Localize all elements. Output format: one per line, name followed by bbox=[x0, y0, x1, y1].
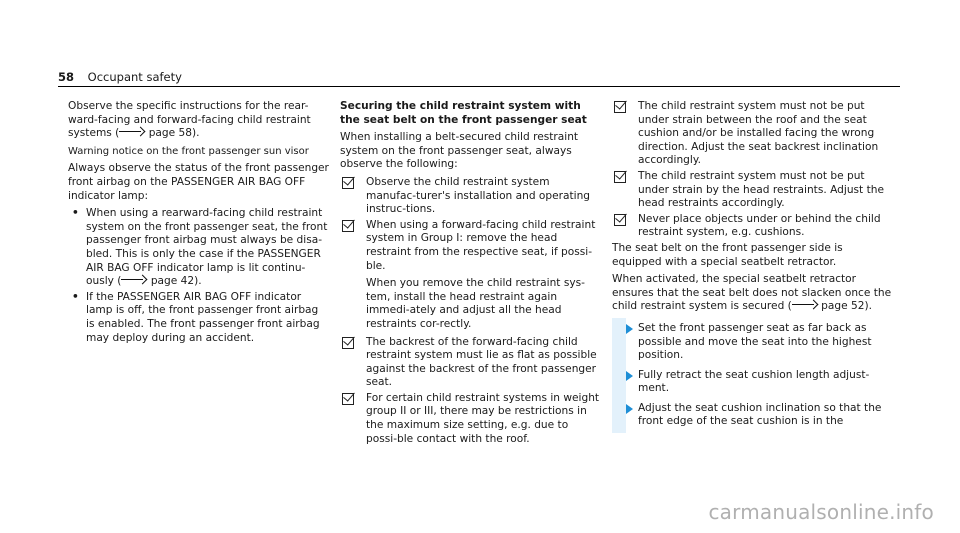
page-reference-link[interactable]: page 42). bbox=[150, 275, 202, 288]
checklist-item bbox=[340, 176, 602, 217]
checklist-item bbox=[612, 170, 892, 211]
observe-paragraph: Always observe the status of the front passenger front airbag on the PASSENGER AIR BAG OFF indicator lamp: bbox=[68, 162, 329, 202]
checkbox-icon bbox=[614, 171, 626, 183]
header-divider bbox=[58, 86, 900, 87]
section-heading: Securing the child restraint system with the seat belt on the front passenger seat bbox=[340, 100, 587, 126]
intro-text: Observe the specific instructions for the rear-ward-facing and forward-facing child restraint systems ( bbox=[68, 100, 311, 140]
checkbox-icon bbox=[342, 393, 354, 405]
checklist-text: The child restraint system must not be put under strain between the roof and the seat cushion and/or be installed facing the wrong direction. Adjust the seat backrest inclination accordingly. bbox=[638, 100, 879, 167]
checkbox-icon bbox=[614, 214, 626, 226]
checklist-item bbox=[612, 100, 892, 168]
checklist-item bbox=[612, 213, 892, 240]
step-text: Fully retract the seat cushion length adjust-ment. bbox=[638, 368, 870, 395]
step-bar bbox=[612, 398, 626, 433]
checklist-text: When using a forward-facing child restraint system in Group I: remove the head restraint from the respective seat, if possi-ble. bbox=[366, 218, 596, 272]
page-reference-link[interactable]: page 52). bbox=[821, 300, 872, 313]
checklist-text: The child restraint system must not be put under strain by the head restraints. Adjust the head restraints accordingly. bbox=[638, 169, 884, 210]
page-reference-arrow-icon bbox=[121, 275, 147, 285]
instruction-step bbox=[612, 322, 892, 363]
checkbox-icon bbox=[342, 220, 354, 232]
checklist-text: Observe the child restraint system manufac-turer's installation and operating instruc-tions. bbox=[366, 175, 591, 216]
column-right bbox=[612, 100, 892, 435]
checkbox-icon bbox=[342, 337, 354, 349]
page-reference-arrow-icon bbox=[792, 300, 818, 310]
step-arrow-icon bbox=[626, 404, 633, 414]
page-header bbox=[58, 70, 182, 84]
intro-paragraph bbox=[68, 100, 330, 141]
activation-text: When activated, the special seatbelt retractor ensures that the seat belt does not slacken once the child restraint system is secured ( bbox=[612, 273, 892, 313]
column-middle bbox=[340, 100, 602, 448]
checkbox-icon bbox=[342, 177, 354, 189]
step-text: Adjust the seat cushion inclination so that the front edge of the seat cushion is in the bbox=[638, 401, 882, 428]
watermark: carmanualsonline.info bbox=[708, 500, 934, 524]
checkbox-icon bbox=[614, 101, 626, 113]
checklist-text: Never place objects under or behind the child restraint system, e.g. cushions. bbox=[638, 212, 881, 239]
step-bar bbox=[612, 318, 626, 367]
intro-paragraph: When installing a belt-secured child restraint system on the front passenger seat, always observe the following: bbox=[340, 131, 579, 171]
bullet-text: If the PASSENGER AIR BAG OFF indicator lamp is off, the front passenger front airbag is enabled. The front passenger front airbag may deploy during an accident. bbox=[86, 290, 320, 344]
step-arrow-icon bbox=[626, 371, 633, 381]
checklist-text: For certain child restraint systems in weight group II or III, there may be restrictions in the maximum size setting, e.g. due to possi-ble contact with the roof. bbox=[366, 391, 600, 445]
activation-paragraph bbox=[612, 273, 892, 314]
page-reference-arrow-icon bbox=[119, 127, 145, 137]
step-text: Set the front passenger seat as far back as possible and move the seat into the highest position. bbox=[638, 321, 872, 362]
checklist-extra-text: When you remove the child restraint sys-tem, install the head restraint again immedi-ately and adjust all the head restraints cor-rectly. bbox=[366, 277, 585, 330]
warning-notice-title: Warning notice on the front passenger sun visor bbox=[68, 145, 309, 157]
checklist-item bbox=[340, 336, 602, 390]
page-reference-link[interactable]: page 58). bbox=[148, 127, 200, 140]
checklist-text: The backrest of the forward-facing child restraint system must lie as flat as possible against the backrest of the front passenger seat. bbox=[366, 335, 597, 389]
step-arrow-icon bbox=[626, 324, 633, 334]
section-title: Occupant safety bbox=[87, 70, 182, 84]
list-item bbox=[68, 207, 330, 289]
bullet-dot-icon: • bbox=[72, 207, 79, 220]
instruction-step bbox=[612, 402, 892, 429]
retractor-paragraph: The seat belt on the front passenger side is equipped with a special seatbelt retractor. bbox=[612, 241, 843, 268]
list-item bbox=[68, 291, 330, 345]
step-bar bbox=[612, 365, 626, 400]
bullet-text: When using a rearward-facing child restraint system on the front passenger seat, the front passenger front airbag must always be disa-bled. This is only the case if the PASSENGER AIR BAG OFF indicator lamp is lit continu-ously ( bbox=[86, 207, 328, 288]
instruction-step bbox=[612, 369, 892, 396]
bullet-dot-icon: • bbox=[72, 290, 79, 303]
column-left bbox=[68, 100, 330, 347]
page-number: 58 bbox=[58, 70, 75, 84]
checklist-item bbox=[340, 392, 602, 446]
checklist-item bbox=[340, 219, 602, 332]
